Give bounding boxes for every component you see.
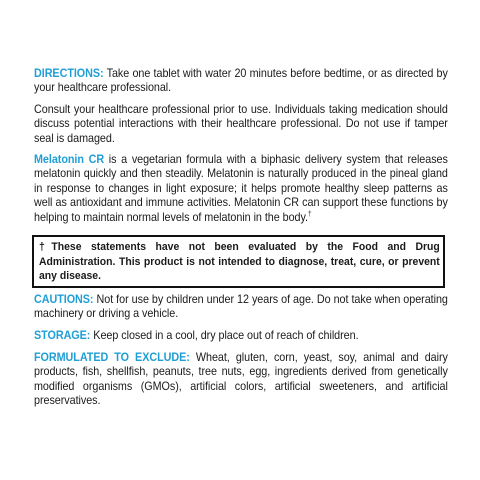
formulated-paragraph: [34, 351, 448, 409]
melatonin-text: is a vegetarian formula with a biphasic delivery system that releases melatonin quickly and then steadily. Melatonin is naturally produced in the pineal gland in response to changes in light exposure; it helps promote healthy sleep patterns as well as antioxidant and immune activities. Melatonin CR can support these functions by helping to maintain normal levels of melatonin in the body.: [34, 153, 448, 224]
storage-heading: STORAGE:: [34, 329, 91, 342]
melatonin-footnote-mark: †: [307, 210, 312, 218]
melatonin-paragraph: [34, 153, 448, 225]
formulated-text: Wheat, gluten, corn, yeast, soy, animal and dairy products, fish, shellfish, peanuts, tree nuts, egg, ingredients derived from genetically modified organisms (GMOs), artificial colors, artificial sweeteners, and artificial preservatives.: [34, 351, 448, 408]
fda-disclaimer-text: †These statements have not been evaluated by the Food and Drug Administration. This product is not intended to diagnose, treat, cure, or prevent any disease.: [39, 241, 440, 283]
storage-text: Keep closed in a cool, dry place out of reach of children.: [90, 329, 359, 342]
cautions-heading: CAUTIONS:: [34, 293, 94, 306]
melatonin-heading: Melatonin CR: [34, 153, 105, 166]
directions-paragraph: [34, 67, 448, 96]
storage-paragraph: [34, 329, 448, 343]
fda-disclaimer-box: [32, 235, 445, 288]
formulated-heading: FORMULATED TO EXCLUDE:: [34, 351, 190, 364]
cautions-paragraph: [34, 293, 448, 322]
cautions-text: Not for use by children under 12 years of age. Do not take when operating machinery or driving a vehicle.: [34, 293, 448, 321]
consult-paragraph: Consult your healthcare professional prior to use. Individuals taking medication should discuss potential interactions with their healthcare professional. Do not use if tamper seal is damaged.: [34, 103, 448, 145]
directions-heading: DIRECTIONS:: [34, 67, 104, 80]
directions-text: Take one tablet with water 20 minutes before bedtime, or as directed by your healthcare professional.: [34, 67, 448, 95]
